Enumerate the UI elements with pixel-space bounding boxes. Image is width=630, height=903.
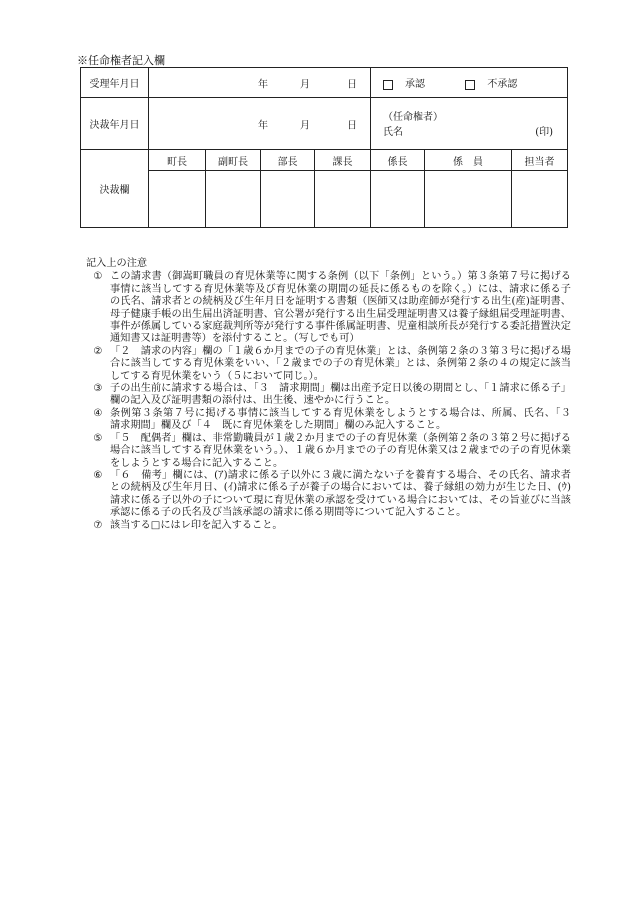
notes-title: 記入上の注意 bbox=[86, 258, 148, 269]
approval-form-table bbox=[80, 67, 568, 228]
seal-mark: (印) bbox=[535, 127, 553, 138]
appointer-name-field[interactable] bbox=[371, 98, 568, 150]
seal-cell[interactable] bbox=[315, 171, 371, 228]
note-item: ⑥ 「６ 備考」欄には、(ｱ)請求に係る子以外に３歳に満たない子を養育する場合、その氏名、請求者との続柄及び生年月日、(ｲ)請求に係る子が養子の場合においては、養子縁組の効力が生じた日、(ｳ)請求に係る子以外の子について現に育児休業の承認を受けている場合においては、その旨並びに当該承認に係る子の氏名及び当該承認の請求に係る期間等について記入すること。 bbox=[93, 469, 571, 519]
kessai-label: 決裁欄 bbox=[81, 150, 149, 228]
note-item: ⑦ 該当する□にはレ印を記入すること。 bbox=[93, 519, 283, 531]
role-deputy-mayor: 副町長 bbox=[206, 150, 261, 171]
note-item: ① この請求書（御嵩町職員の育児休業等に関する条例（以下「条例」という。）第３条第７号に掲げる事情に該当してする育児休業等及び育児休業の期間の延長に係るものを除く。）には、請求に係る子の氏名、請求者との続柄及び生年月日を証明する書類（医師又は助産師が発行する出生(産)証明書、母子健康手帳の出生届出済証明書、官公署が発行する出生届受理証明書又は養子縁組届受理証明書、事件が係属している家庭裁判所等が発行する事件係属証明書、児童相談所長が発行する委託措置決定通知書又は証明書等）を添付すること。（写しでも可） bbox=[93, 271, 571, 345]
notes-section bbox=[86, 258, 582, 532]
month-label: 月 bbox=[300, 120, 310, 131]
seal-cell[interactable] bbox=[261, 171, 315, 228]
received-date-label: 受理年月日 bbox=[81, 68, 149, 98]
appointer-label: （任命権者） bbox=[383, 112, 443, 123]
day-label: 日 bbox=[347, 79, 357, 90]
seal-cell[interactable] bbox=[149, 171, 206, 228]
note-item: ⑤ 「５ 配偶者」欄は、非常勤職員が１歳２か月までの子の育児休業（条例第２条の３第２号に掲げる場合に該当してする育児休業をいう。）、１歳６か月までの子の育児休業又は２歳までの子の育児休業をしようとする場合に記入すること。 bbox=[93, 432, 571, 469]
role-section-head: 課長 bbox=[315, 150, 371, 171]
seal-cell[interactable] bbox=[512, 171, 568, 228]
seal-cell[interactable] bbox=[371, 171, 425, 228]
page-title: ※任命権者記入欄 bbox=[77, 54, 165, 67]
seal-cell[interactable] bbox=[425, 171, 512, 228]
note-item: ④ 条例第３条第７号に掲げる事情に該当してする育児休業をしようとする場合は、所属、氏名、「３ 請求期間」欄及び「４ 既に育児休業をした期間」欄のみ記入すること。 bbox=[93, 407, 582, 432]
received-date-field[interactable] bbox=[149, 68, 371, 98]
decision-date-field[interactable] bbox=[149, 98, 371, 150]
approve-label: 承認 bbox=[405, 79, 425, 90]
name-label: 氏名 bbox=[383, 127, 403, 138]
approval-choice bbox=[371, 68, 568, 98]
role-department-head: 部長 bbox=[261, 150, 315, 171]
role-unit-head: 係長 bbox=[371, 150, 425, 171]
decision-date-label: 決裁年月日 bbox=[81, 98, 149, 150]
year-label: 年 bbox=[258, 120, 268, 131]
role-staff: 係 員 bbox=[425, 150, 512, 171]
note-item: ③ 子の出生前に請求する場合は、「３ 請求期間」欄は出産予定日以後の期間とし、「１請求に係る子」欄の記入及び証明書類の添付は、出生後、速やかに行うこと。 bbox=[93, 383, 571, 407]
role-mayor: 町長 bbox=[149, 150, 206, 171]
role-person-in-charge: 担当者 bbox=[512, 150, 568, 171]
year-label: 年 bbox=[258, 79, 268, 90]
month-label: 月 bbox=[300, 79, 310, 90]
day-label: 日 bbox=[347, 120, 357, 131]
disapprove-checkbox[interactable] bbox=[465, 80, 475, 90]
disapprove-label: 不承認 bbox=[487, 79, 518, 90]
approve-checkbox[interactable] bbox=[383, 80, 393, 90]
seal-cell[interactable] bbox=[206, 171, 261, 228]
note-item: ② 「２ 請求の内容」欄の「１歳６か月までの子の育児休業」とは、条例第２条の３第３号に掲げる場合に該当してする育児休業をいい、「２歳までの子の育児休業」とは、条例第２条の４の規定に該当してする育児休業をいう（５において同じ。）。 bbox=[93, 345, 571, 382]
